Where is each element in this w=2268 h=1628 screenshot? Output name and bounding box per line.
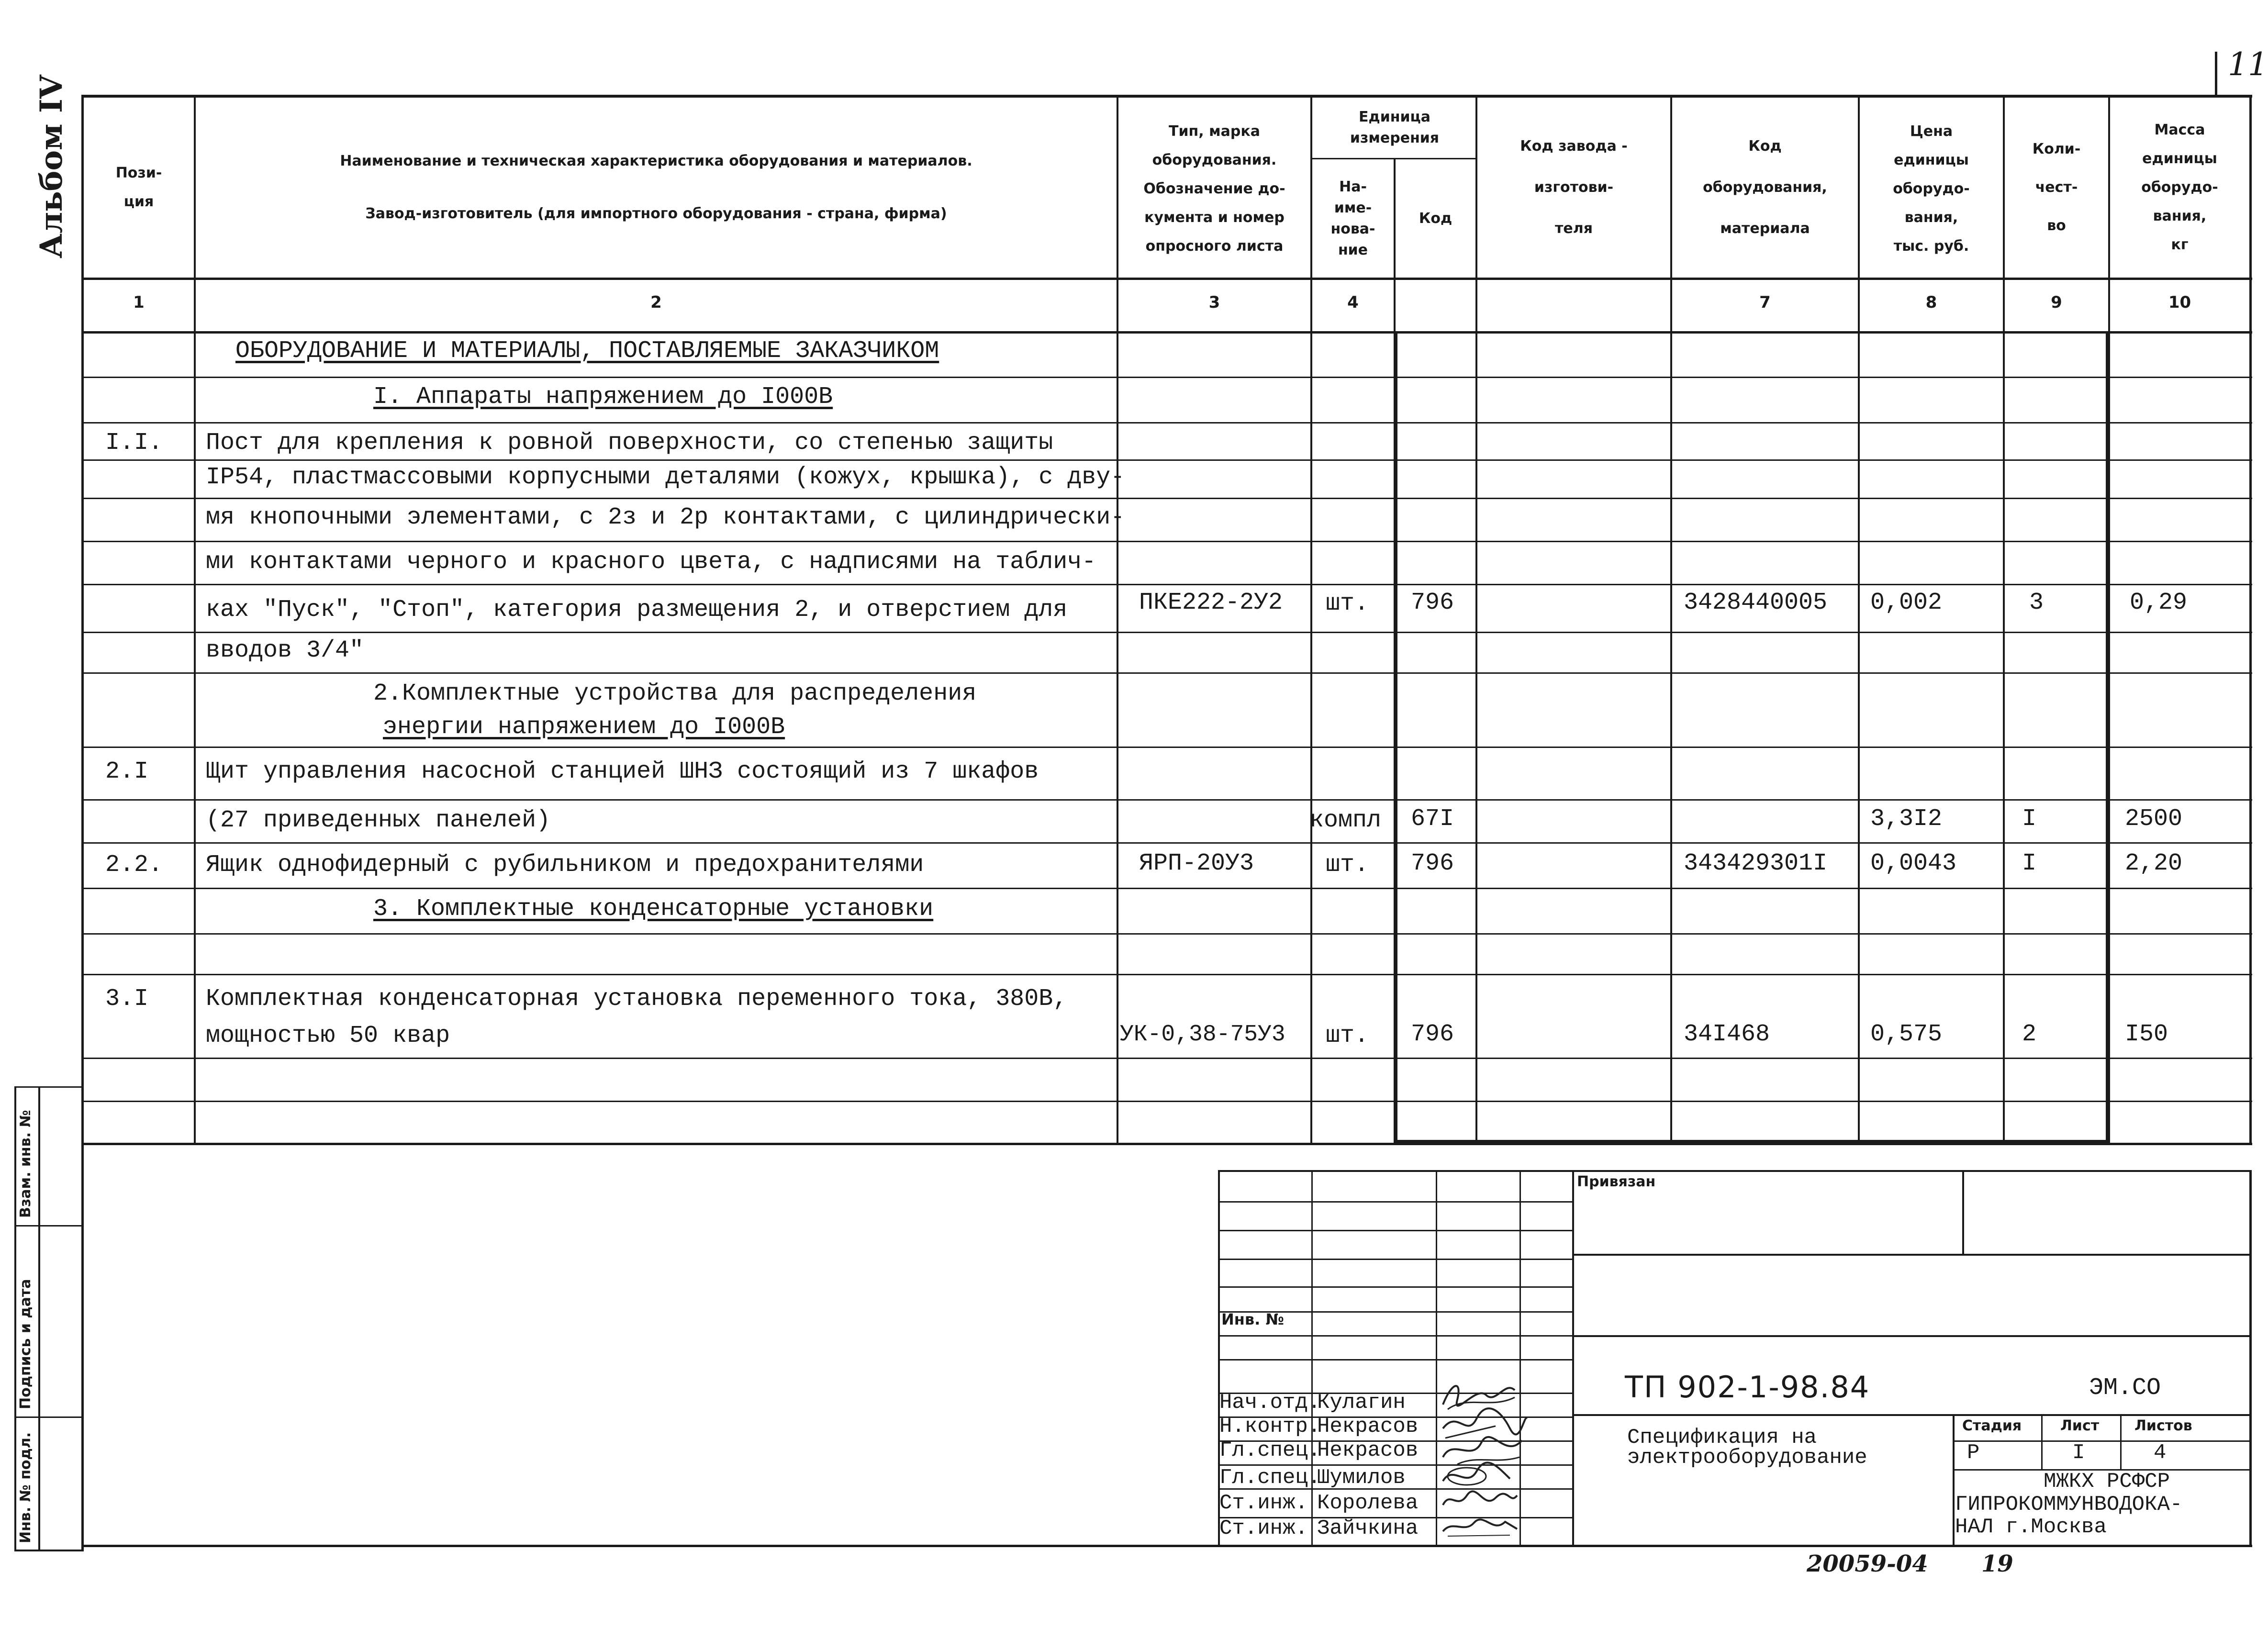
row-3-1-type: УК-0,38-75У3: [1120, 1022, 1285, 1048]
row-3-1-unit-code: 796: [1411, 1021, 1454, 1048]
staff-name-1: Кулагин: [1317, 1391, 1406, 1415]
row-2-1-line-1: Щит управления насосной станцией ШНЗ состоящий из 7 шкафов: [206, 758, 1039, 785]
signature-5: [1438, 1486, 1519, 1515]
signature-6: [1438, 1512, 1519, 1541]
row-2-2-quantity: I: [2022, 850, 2037, 877]
header-name: Наименование и техническая характеристика оборудования и материалов. Завод-изготовитель (для импортного оборудования - страна, фирма): [340, 153, 972, 222]
header-unit-group: Единица измерения: [1350, 109, 1440, 146]
staff-role-2: Н.контр.: [1219, 1415, 1321, 1438]
sheets-label: Листов: [2134, 1417, 2192, 1434]
row-2-2-position: 2.2.: [105, 851, 163, 879]
row-1-1-unit-code: 796: [1411, 589, 1454, 616]
row-2-2-unit-code: 796: [1411, 850, 1454, 877]
row-1-1-price: 0,002: [1870, 589, 1943, 616]
row-3-1-quantity: 2: [2022, 1021, 2037, 1048]
row-1-1-line-6: вводов 3/4": [206, 637, 364, 664]
col-num-1: 1: [133, 293, 145, 312]
page-number: 11: [2228, 46, 2268, 83]
col-num-8: 8: [1925, 293, 1937, 312]
row-3-1-price: 0,575: [1870, 1021, 1943, 1048]
row-3-1-position: 3.I: [105, 985, 149, 1013]
row-2-2-line-1: Ящик однофидерный с рубильником и предохранителями: [206, 851, 924, 879]
row-2-1-mass: 2500: [2125, 805, 2183, 833]
row-2-1-unit-code: 67I: [1411, 805, 1454, 833]
staff-role-3: Гл.спец.: [1219, 1438, 1321, 1462]
organization-line-2: ГИПРОКОММУНВОДОКА-: [1955, 1493, 2183, 1516]
row-2-2-unit: шт.: [1326, 851, 1369, 879]
side-stamp-replacement: Взам. инв. №: [17, 1110, 34, 1218]
document-title-line-2: электрооборудование: [1627, 1446, 1867, 1470]
stage-label: Стадия: [1962, 1417, 2022, 1434]
row-2-2-material-code: 343429301I: [1684, 850, 1828, 877]
row-3-1-mass: I50: [2125, 1021, 2168, 1048]
col-num-2: 2: [650, 293, 662, 312]
side-stamp-inventory: Инв. № подл.: [17, 1432, 34, 1543]
row-2-1-quantity: I: [2022, 805, 2037, 833]
row-1-1-type: ПКЕ222-2У2: [1139, 589, 1283, 616]
staff-role-4: Гл.спец.: [1219, 1466, 1321, 1490]
header-material-code: Код оборудования, материала: [1703, 138, 1827, 237]
row-1-1-mass: 0,29: [2130, 589, 2188, 616]
footer-page-number: 19: [1981, 1550, 2013, 1577]
row-1-1-material-code: 3428440005: [1684, 589, 1828, 616]
row-3-1-unit: шт.: [1326, 1022, 1369, 1049]
header-mass: Масса единицы оборудо- вания, кг: [2141, 122, 2218, 253]
side-stamp-signature-date: Подпись и дата: [17, 1279, 34, 1409]
staff-role-5: Ст.инж.: [1219, 1491, 1308, 1515]
staff-role-6: Ст.инж.: [1219, 1516, 1308, 1540]
album-label: Альбом IV: [34, 75, 69, 258]
staff-name-4: Шумилов: [1317, 1466, 1406, 1490]
staff-name-2: Некрасов: [1317, 1415, 1419, 1438]
staff-name-6: Зайчкина: [1317, 1516, 1419, 1540]
row-2-2-type: ЯРП-20У3: [1139, 850, 1254, 877]
stage-value: Р: [1967, 1441, 1980, 1465]
row-3-1-line-1: Комплектная конденсаторная установка переменного тока, 380В,: [206, 985, 1068, 1013]
col-num-3: 3: [1208, 293, 1220, 312]
row-1-1-line-2: IP54, пластмассовыми корпусными деталями (кожух, крышка), с дву-: [206, 464, 1125, 491]
row-2-1-position: 2.I: [105, 758, 149, 785]
row-3-1-line-2: мощностью 50 квар: [206, 1022, 450, 1049]
col-num-9: 9: [2051, 293, 2062, 312]
section-2-heading-line-1: 2.Комплектные устройства для распределения: [373, 680, 977, 707]
sheet-value: I: [2072, 1441, 2085, 1465]
staff-name-3: Некрасов: [1317, 1438, 1419, 1462]
col-num-4: 4: [1347, 293, 1359, 312]
row-2-1-price: 3,3I2: [1870, 805, 1943, 833]
header-factory-code: Код завода - изготови- теля: [1520, 138, 1628, 237]
section-2-heading-line-2: энергии напряжением до I000В: [383, 714, 785, 741]
title-block-attached-label: Привязан: [1577, 1173, 1656, 1190]
row-1-1-unit: шт.: [1326, 590, 1369, 617]
col-num-10: 10: [2168, 293, 2191, 312]
row-1-1-quantity: 3: [2029, 589, 2044, 616]
footer-document-number: 20059-04: [1807, 1550, 1928, 1577]
staff-role-1: Нач.отд.: [1219, 1391, 1321, 1415]
header-type: Тип, марка оборудования. Обозначение до- кумента и номер опросного листа: [1143, 123, 1285, 255]
header-position: Пози- ция: [115, 165, 162, 210]
header-unit-name: На- име- нова- ние: [1330, 178, 1375, 258]
row-1-1-position: I.I.: [105, 429, 163, 457]
sheet-code: ЭМ.СО: [2089, 1374, 2161, 1402]
section-title: ОБОРУДОВАНИЕ И МАТЕРИАЛЫ, ПОСТАВЛЯЕМЫЕ ЗАКАЗЧИКОМ: [235, 337, 939, 365]
row-1-1-line-1: Пост для крепления к ровной поверхности, со степенью защиты: [206, 429, 1053, 457]
row-2-2-mass: 2,20: [2125, 850, 2183, 877]
row-1-1-line-4: ми контактами черного и красного цвета, с надписями на таблич-: [206, 548, 1096, 576]
title-block-inventory-label: Инв. №: [1221, 1310, 1284, 1328]
row-2-2-price: 0,0043: [1870, 850, 1957, 877]
header-quantity: Коли- чест- во: [2032, 141, 2081, 234]
staff-name-5: Королева: [1317, 1491, 1419, 1515]
section-3-heading: 3. Комплектные конденсаторные установки: [373, 895, 934, 923]
col-num-7: 7: [1759, 293, 1771, 312]
document-title-line-1: Спецификация на: [1627, 1426, 1817, 1450]
header-unit-code: Код: [1419, 210, 1452, 227]
row-1-1-line-5: ках "Пуск", "Стоп", категория размещения 2, и отверстием для: [206, 596, 1068, 624]
header-price: Цена единицы оборудо- вания, тыс. руб.: [1893, 123, 1970, 255]
sheets-value: 4: [2154, 1441, 2167, 1465]
row-3-1-material-code: 34I468: [1684, 1021, 1770, 1048]
organization-line-1: МЖКХ РСФСР: [2044, 1470, 2170, 1494]
row-2-1-line-2: (27 приведенных панелей): [206, 807, 551, 834]
row-2-1-unit: компл: [1309, 807, 1382, 834]
sheet-label: Лист: [2060, 1417, 2100, 1434]
organization-line-3: НАЛ г.Москва: [1955, 1515, 2107, 1539]
section-1-heading: I. Аппараты напряжением до I000В: [373, 383, 833, 411]
row-1-1-line-3: мя кнопочными элементами, с 2з и 2р контактами, с цилиндрически-: [206, 504, 1125, 531]
document-code: ТП 902-1-98.84: [1625, 1370, 1870, 1405]
